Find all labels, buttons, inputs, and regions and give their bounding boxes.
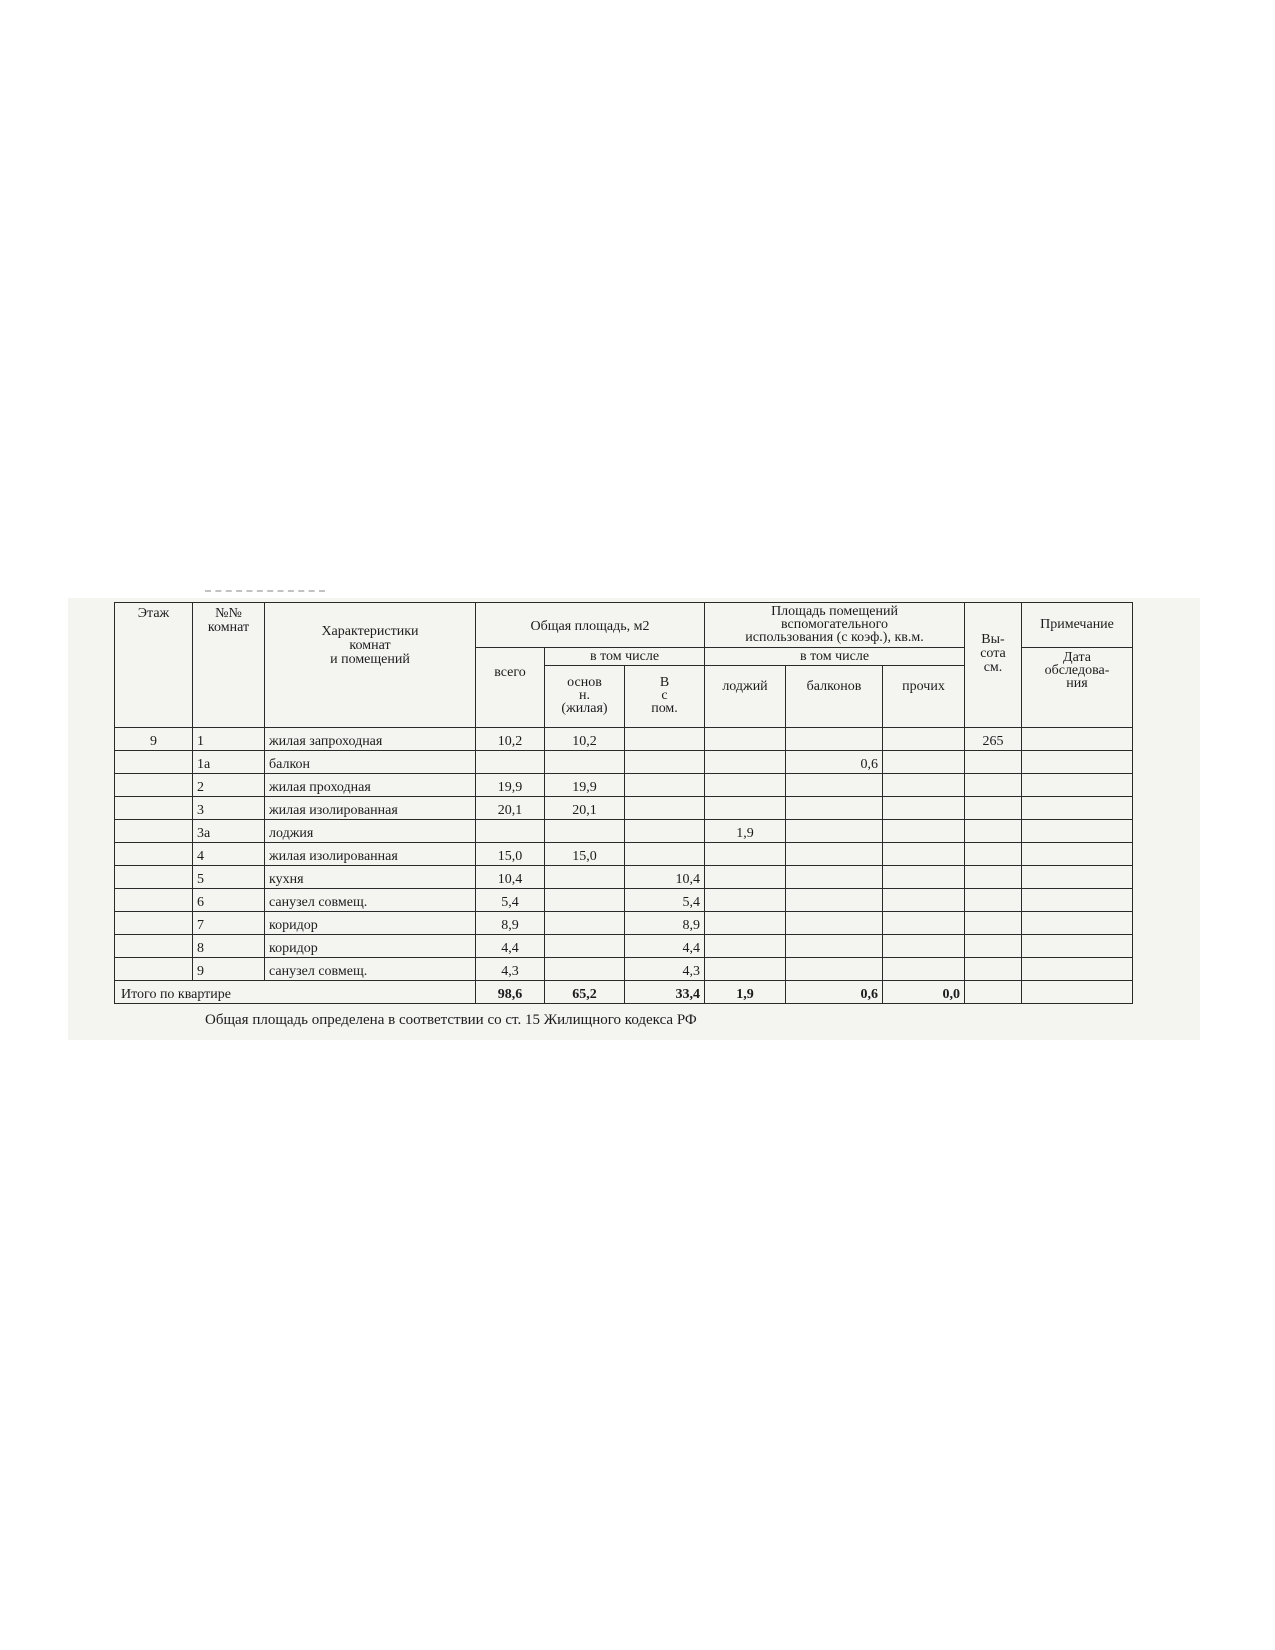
cell-floor	[115, 889, 193, 912]
cell-living	[545, 935, 625, 958]
cell-living: 20,1	[545, 797, 625, 820]
table-row	[115, 728, 1133, 751]
cell-height	[965, 935, 1022, 958]
cell-balcony: 0,6	[786, 751, 883, 774]
table-row	[115, 866, 1133, 889]
table-row	[115, 843, 1133, 866]
cell-floor	[115, 843, 193, 866]
header-height: Вы- сота см.	[965, 603, 1022, 728]
cell-note	[1022, 912, 1133, 935]
cell-height	[965, 912, 1022, 935]
cell-total: 8,9	[476, 912, 545, 935]
cell-floor	[115, 912, 193, 935]
cell-loggia: 1,9	[705, 820, 786, 843]
cell-name: коридор	[265, 935, 476, 958]
cell-floor: 9	[115, 728, 193, 751]
cell-living: 15,0	[545, 843, 625, 866]
cell-height	[965, 843, 1022, 866]
cell-total: 5,4	[476, 889, 545, 912]
cell-aux	[625, 820, 705, 843]
footnote: Общая площадь определена в соответствии со ст. 15 Жилищного кодекса РФ	[205, 1012, 697, 1028]
table-row	[115, 889, 1133, 912]
cell-name: лоджия	[265, 820, 476, 843]
cell-balcony	[786, 935, 883, 958]
cell-height: 265	[965, 728, 1022, 751]
cell-height	[965, 866, 1022, 889]
cell-balcony	[786, 797, 883, 820]
cell-total: 4,3	[476, 958, 545, 981]
cell-balcony	[786, 774, 883, 797]
cell-total: 15,0	[476, 843, 545, 866]
cell-other	[883, 935, 965, 958]
cell-loggia	[705, 889, 786, 912]
cell-balcony	[786, 728, 883, 751]
header-floor: Этаж	[115, 603, 193, 728]
cell-aux: 5,4	[625, 889, 705, 912]
header-loggias: лоджий	[705, 666, 786, 728]
cell-total: 10,2	[476, 728, 545, 751]
cell-aux	[625, 797, 705, 820]
cell-note	[1022, 774, 1133, 797]
table-body	[115, 728, 1133, 1004]
cell-other	[883, 774, 965, 797]
cell-room: 3	[193, 797, 265, 820]
cell-loggia	[705, 774, 786, 797]
cell-other	[883, 912, 965, 935]
cell-note	[1022, 728, 1133, 751]
cell-aux: 10,4	[625, 866, 705, 889]
cell-name: жилая изолированная	[265, 797, 476, 820]
header-characteristics: Характеристики комнат и помещений	[265, 603, 476, 728]
totals-other: 0,0	[883, 981, 965, 1004]
cell-floor	[115, 797, 193, 820]
cell-loggia	[705, 935, 786, 958]
cell-total	[476, 820, 545, 843]
totals-total: 98,6	[476, 981, 545, 1004]
cell-floor	[115, 866, 193, 889]
cell-height	[965, 889, 1022, 912]
cell-other	[883, 958, 965, 981]
cell-height	[965, 958, 1022, 981]
cell-height	[965, 797, 1022, 820]
totals-loggia: 1,9	[705, 981, 786, 1004]
cell-name: кухня	[265, 866, 476, 889]
table-row	[115, 797, 1133, 820]
cell-floor	[115, 774, 193, 797]
header-total-area: Общая площадь, м2	[476, 603, 705, 648]
header-other: прочих	[883, 666, 965, 728]
cell-loggia	[705, 728, 786, 751]
cell-balcony	[786, 820, 883, 843]
cell-other	[883, 820, 965, 843]
cell-name: санузел совмещ.	[265, 958, 476, 981]
cell-aux	[625, 774, 705, 797]
table-row	[115, 774, 1133, 797]
cell-note	[1022, 889, 1133, 912]
cell-living: 19,9	[545, 774, 625, 797]
cell-height	[965, 820, 1022, 843]
header-remark: Примечание	[1022, 603, 1133, 648]
header-incl: в том числе	[545, 648, 705, 666]
cell-room: 7	[193, 912, 265, 935]
table-header	[115, 603, 1133, 728]
cell-living	[545, 912, 625, 935]
cell-aux: 4,3	[625, 958, 705, 981]
cell-total	[476, 751, 545, 774]
totals-note	[1022, 981, 1133, 1004]
cell-living	[545, 751, 625, 774]
cell-balcony	[786, 843, 883, 866]
cell-total: 4,4	[476, 935, 545, 958]
cell-room: 8	[193, 935, 265, 958]
cell-living	[545, 889, 625, 912]
cell-room: 3а	[193, 820, 265, 843]
cell-living	[545, 958, 625, 981]
cell-aux	[625, 751, 705, 774]
table-row	[115, 912, 1133, 935]
cell-floor	[115, 820, 193, 843]
cell-aux	[625, 728, 705, 751]
cell-loggia	[705, 797, 786, 820]
cell-name: жилая изолированная	[265, 843, 476, 866]
cell-room: 1а	[193, 751, 265, 774]
cell-name: балкон	[265, 751, 476, 774]
cell-aux: 8,9	[625, 912, 705, 935]
cell-other	[883, 889, 965, 912]
cell-note	[1022, 843, 1133, 866]
cell-balcony	[786, 889, 883, 912]
cell-note	[1022, 866, 1133, 889]
table-row	[115, 820, 1133, 843]
header-total: всего	[476, 648, 545, 728]
header-aux-area: Площадь помещений вспомогательного использования (с коэф.), кв.м.	[705, 603, 965, 648]
cell-note	[1022, 958, 1133, 981]
table-row	[115, 935, 1133, 958]
cell-aux: 4,4	[625, 935, 705, 958]
header-balconies: балконов	[786, 666, 883, 728]
header-room-no: №№ комнат	[193, 603, 265, 728]
cell-name: санузел совмещ.	[265, 889, 476, 912]
cell-room: 6	[193, 889, 265, 912]
totals-aux: 33,4	[625, 981, 705, 1004]
cell-room: 9	[193, 958, 265, 981]
cell-room: 1	[193, 728, 265, 751]
header-main-living: основ н. (жилая)	[545, 666, 625, 728]
cell-note	[1022, 797, 1133, 820]
cell-floor	[115, 751, 193, 774]
totals-height	[965, 981, 1022, 1004]
cell-floor	[115, 958, 193, 981]
cell-total: 20,1	[476, 797, 545, 820]
cell-note	[1022, 935, 1133, 958]
cell-other	[883, 866, 965, 889]
cell-floor	[115, 935, 193, 958]
cell-other	[883, 728, 965, 751]
cell-loggia	[705, 912, 786, 935]
cell-loggia	[705, 751, 786, 774]
totals-balcony: 0,6	[786, 981, 883, 1004]
cell-other	[883, 843, 965, 866]
cell-living: 10,2	[545, 728, 625, 751]
totals-label: Итого по квартире	[115, 981, 476, 1004]
cell-name: жилая запроходная	[265, 728, 476, 751]
table-row	[115, 958, 1133, 981]
cell-loggia	[705, 843, 786, 866]
explication-table	[114, 602, 1133, 1004]
cell-loggia	[705, 958, 786, 981]
cell-total: 10,4	[476, 866, 545, 889]
header-survey-date: Дата обследова- ния	[1022, 648, 1133, 728]
cell-room: 2	[193, 774, 265, 797]
cell-name: жилая проходная	[265, 774, 476, 797]
cell-balcony	[786, 912, 883, 935]
cell-height	[965, 751, 1022, 774]
cell-other	[883, 797, 965, 820]
cell-balcony	[786, 958, 883, 981]
cell-loggia	[705, 866, 786, 889]
cell-living	[545, 866, 625, 889]
cell-aux	[625, 843, 705, 866]
cell-room: 5	[193, 866, 265, 889]
table-row	[115, 751, 1133, 774]
cell-other	[883, 751, 965, 774]
cell-name: коридор	[265, 912, 476, 935]
cell-room: 4	[193, 843, 265, 866]
cell-total: 19,9	[476, 774, 545, 797]
cell-height	[965, 774, 1022, 797]
header-incl-2: в том числе	[705, 648, 965, 666]
totals-row	[115, 981, 1133, 1004]
cell-living	[545, 820, 625, 843]
header-aux: В с пом.	[625, 666, 705, 728]
cell-balcony	[786, 866, 883, 889]
totals-living: 65,2	[545, 981, 625, 1004]
cell-note	[1022, 751, 1133, 774]
cell-note	[1022, 820, 1133, 843]
